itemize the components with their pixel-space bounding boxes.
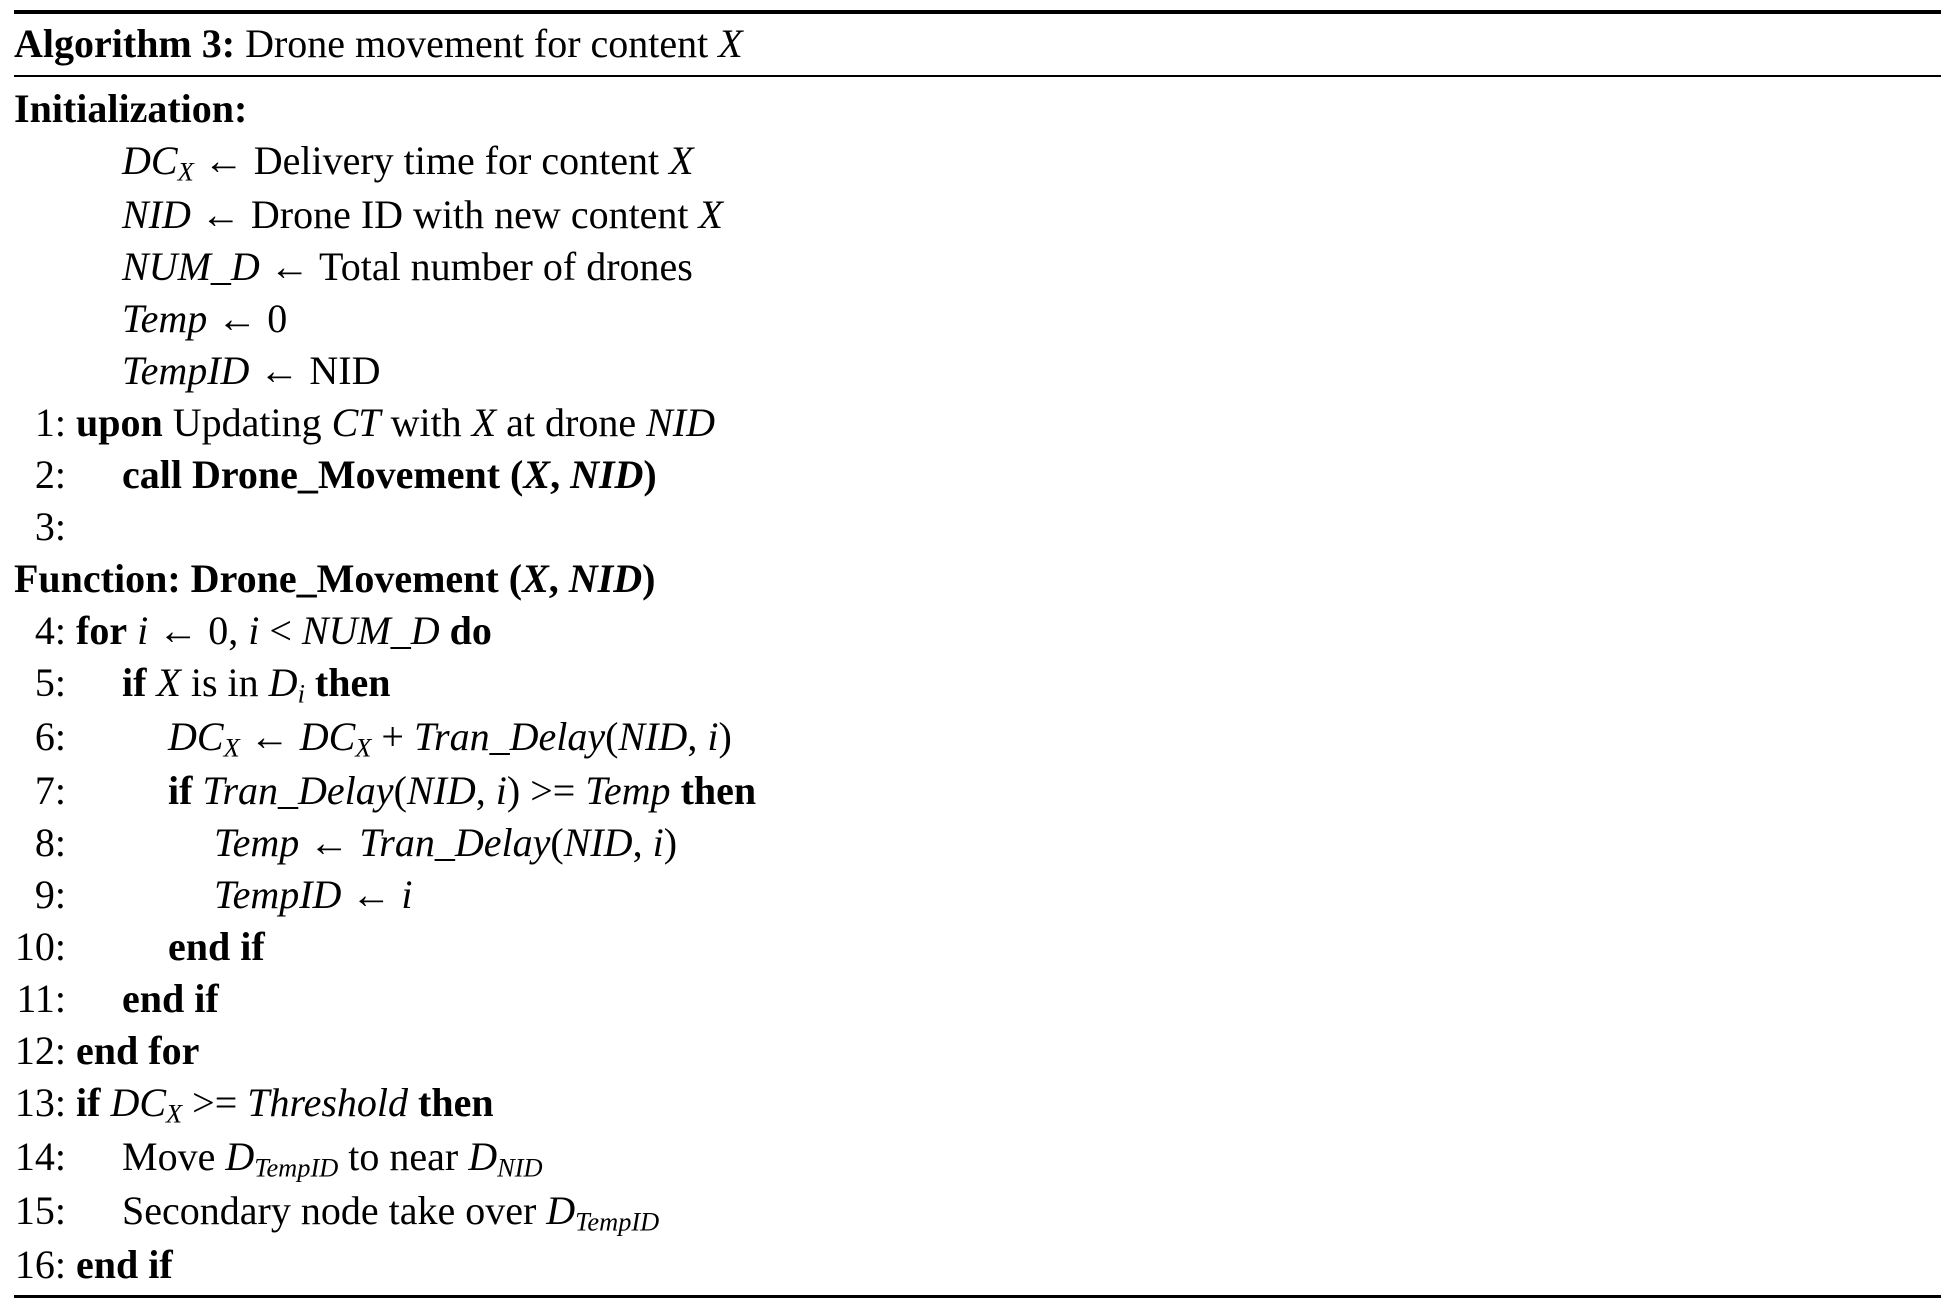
line-text: if Tran_Delay(NID, i) >= Temp then <box>168 767 757 813</box>
line-text: NID ← Drone ID with new content X <box>122 192 723 238</box>
line-number: 9: <box>34 871 66 917</box>
line-number: 13: <box>14 1079 66 1125</box>
line-number: 1: <box>34 400 66 446</box>
line-number: 3: <box>34 504 66 550</box>
code-line <box>14 711 1941 765</box>
line-text: end for <box>76 1027 200 1073</box>
code-line <box>14 765 1941 817</box>
line-text: Secondary node take over $D_{TempID}$ <box>122 1187 660 1237</box>
code-line <box>14 1131 1941 1185</box>
line-number: 8: <box>34 819 66 865</box>
code-line <box>14 657 1941 711</box>
algorithm-body <box>14 77 1941 1295</box>
init-line <box>14 135 1941 189</box>
code-line <box>14 1239 1941 1291</box>
line-text: $DC_X$ ← Delivery time for content X <box>122 138 694 187</box>
init-line <box>14 293 1941 345</box>
line-text: Move $D_{TempID}$ to near $D_{NID}$ <box>122 1133 543 1183</box>
line-number: 4: <box>34 608 66 654</box>
code-line <box>14 973 1941 1025</box>
code-line <box>14 869 1941 921</box>
line-text: $DC_X$ ← $DC_X$ + Tran_Delay(NID, i) <box>168 714 732 763</box>
code-line <box>14 1077 1941 1131</box>
line-text: Temp ← 0 <box>122 296 288 342</box>
line-number: 16: <box>14 1241 66 1287</box>
line-text: TempID ← NID <box>122 348 381 394</box>
code-line <box>14 501 1941 553</box>
bottom-rule <box>14 1295 1941 1298</box>
code-line <box>14 921 1941 973</box>
code-line <box>14 449 1941 501</box>
line-text: Temp ← Tran_Delay(NID, i) <box>214 819 678 865</box>
line-text: end if <box>168 923 265 969</box>
algorithm-label: Algorithm 3: <box>14 21 236 66</box>
line-number: 12: <box>14 1027 66 1073</box>
initialization-header: Initialization: <box>14 86 248 132</box>
line-number: 5: <box>34 660 66 706</box>
line-number: 7: <box>34 767 66 813</box>
algorithm-caption <box>14 14 1941 75</box>
line-text: call Drone_Movement (X, NID) <box>122 452 657 498</box>
line-text: upon Updating CT with X at drone NID <box>76 400 715 446</box>
line-number: 14: <box>14 1133 66 1179</box>
line-text: for i ← 0, i < NUM_D do <box>76 608 492 654</box>
init-line <box>14 241 1941 293</box>
line-text: end if <box>122 975 219 1021</box>
code-line <box>14 397 1941 449</box>
line-text: end if <box>76 1241 173 1287</box>
code-line <box>14 1185 1941 1239</box>
init-line <box>14 189 1941 241</box>
code-line <box>14 1025 1941 1077</box>
line-number: 11: <box>16 975 66 1021</box>
code-line <box>14 605 1941 657</box>
line-text: NUM_D ← Total number of drones <box>122 244 693 290</box>
line-text: if $DC_X$ >= Threshold then <box>76 1079 494 1129</box>
line-text: if X is in $D_i$ then <box>122 660 391 709</box>
code-line <box>14 817 1941 869</box>
line-number: 15: <box>14 1187 66 1233</box>
function-header: Function: Drone_Movement (X, NID) <box>14 556 656 602</box>
init-line <box>14 345 1941 397</box>
line-text: TempID ← i <box>214 871 413 917</box>
line-number: 6: <box>34 714 66 760</box>
algorithm-block <box>14 10 1941 1298</box>
algorithm-title: Drone movement for content X <box>245 21 743 66</box>
line-number: 10: <box>14 923 66 969</box>
line-number: 2: <box>34 452 66 498</box>
